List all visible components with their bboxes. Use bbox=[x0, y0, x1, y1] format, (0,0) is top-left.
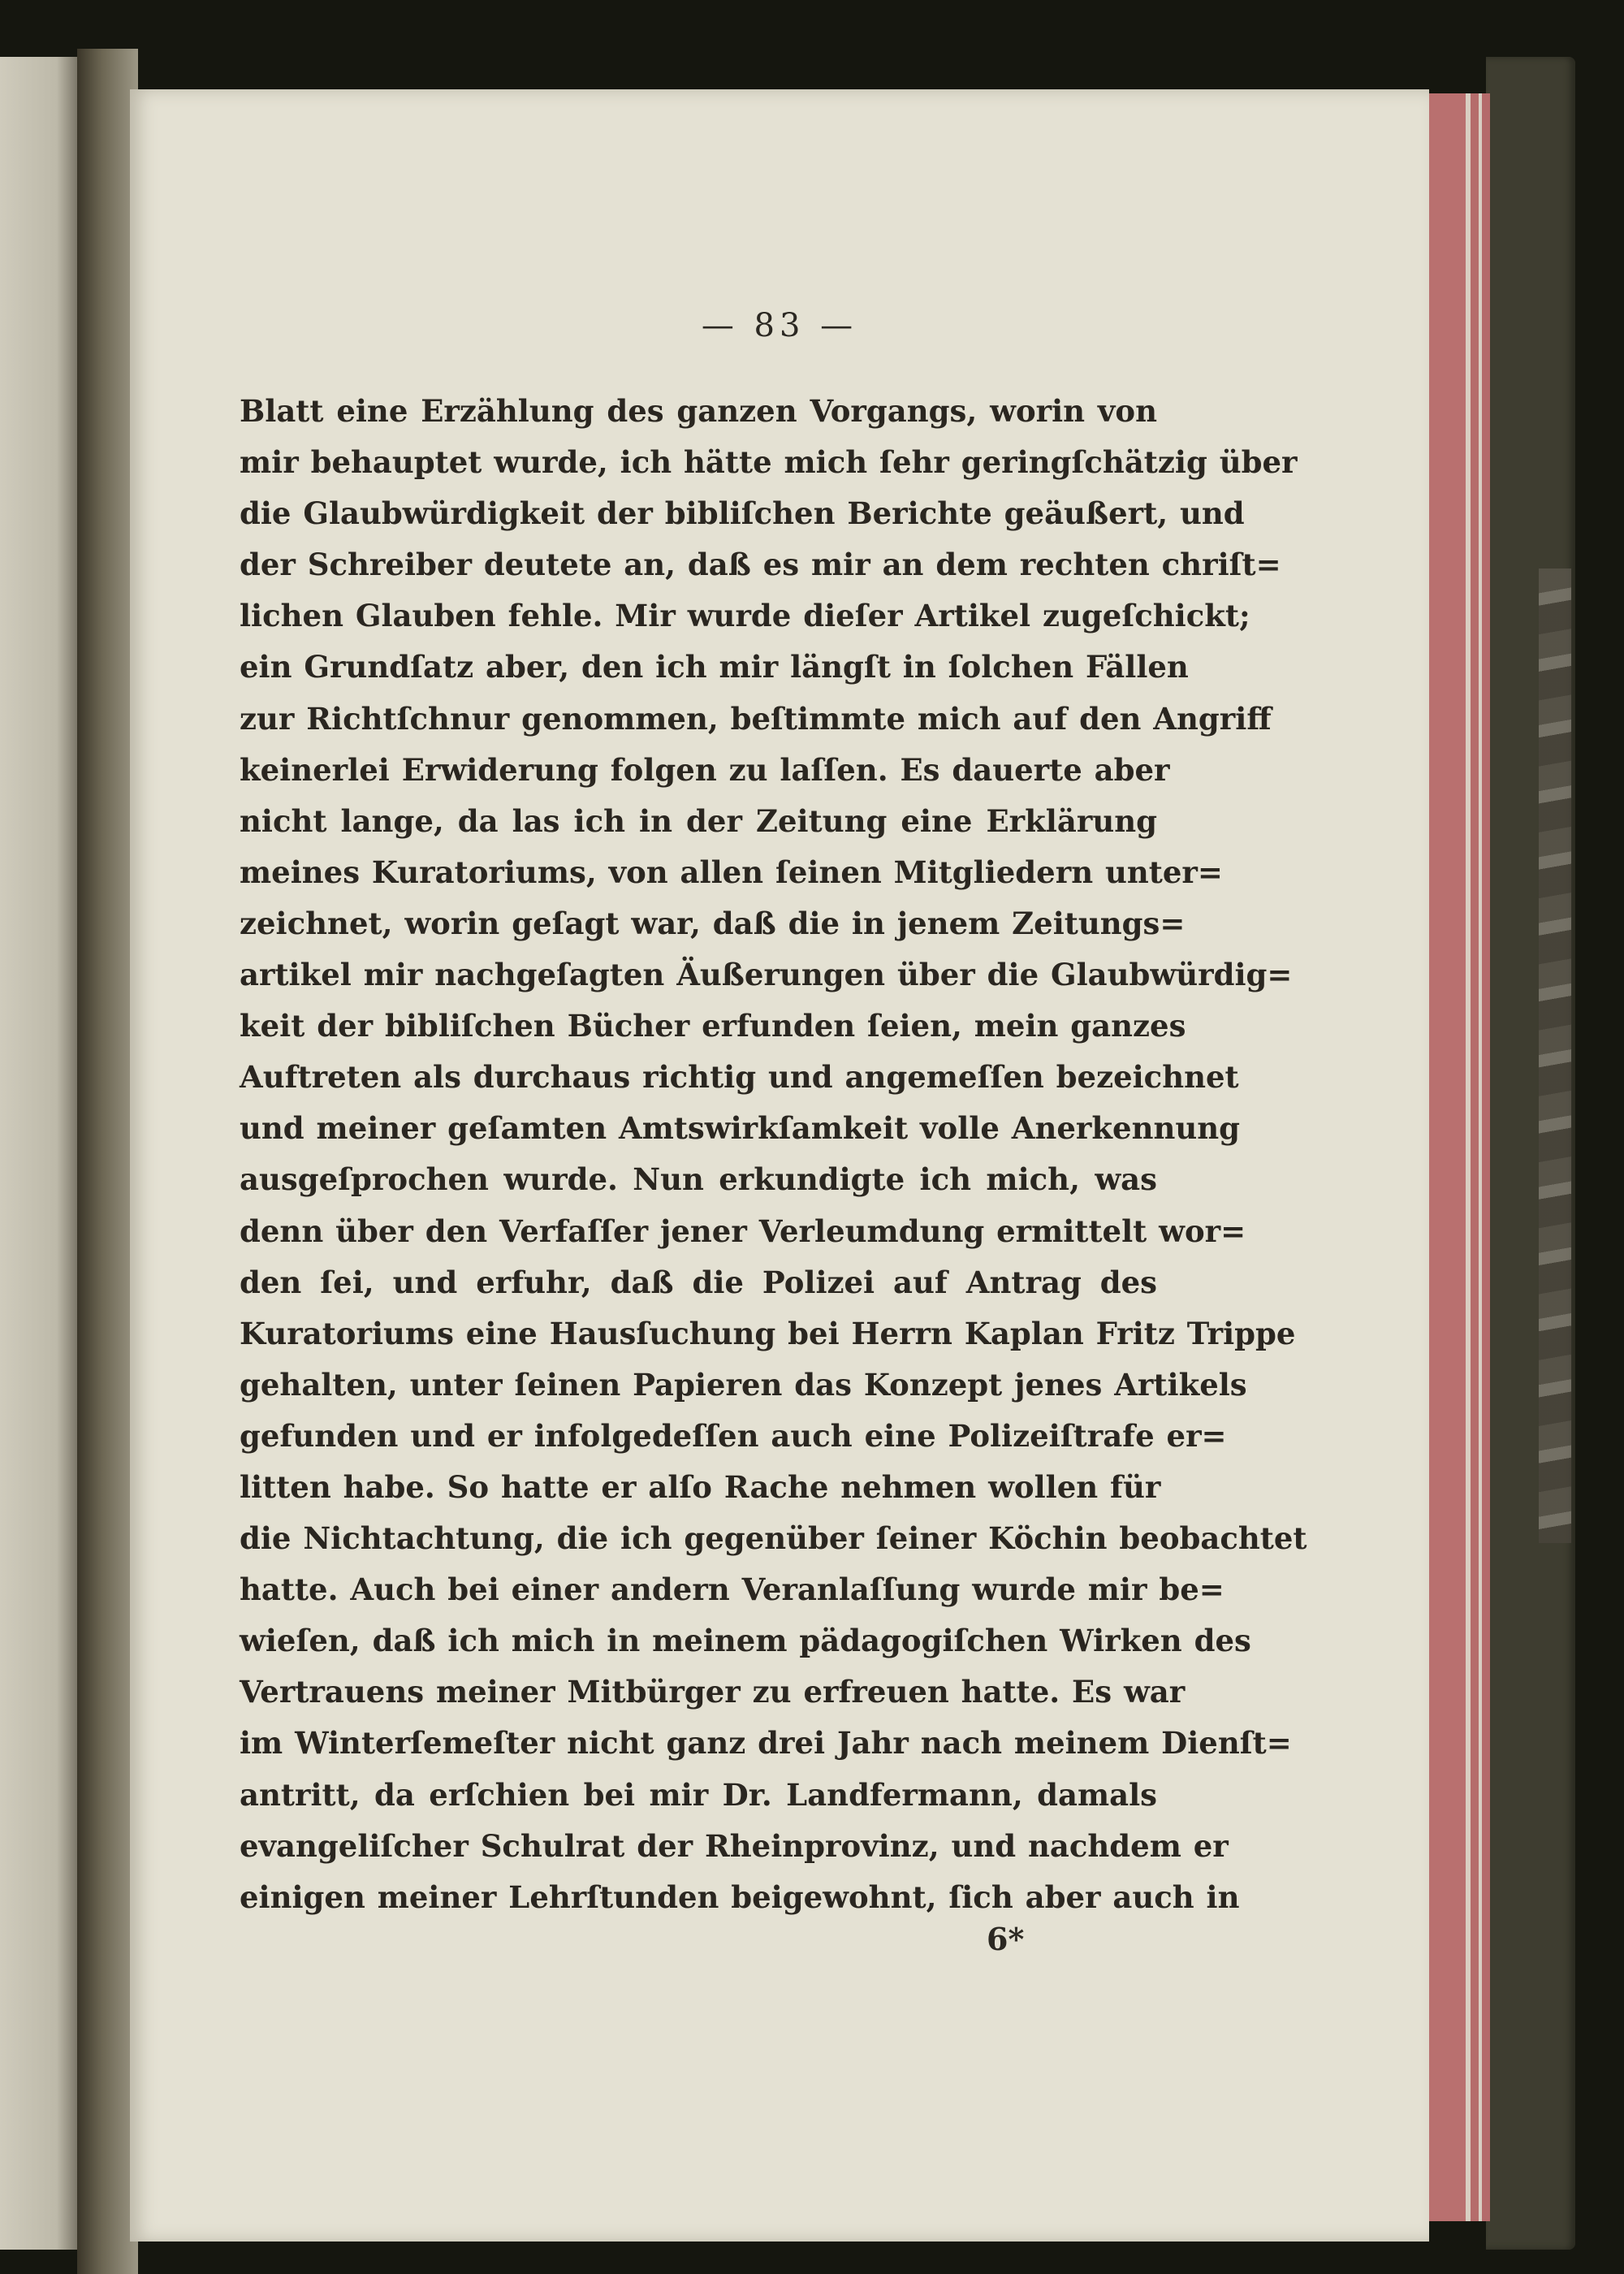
text-line: meines Kuratoriums, von allen ſeinen Mitgliedern unter= bbox=[240, 854, 1223, 890]
left-page-edge bbox=[0, 57, 81, 2250]
text-line: nicht lange, da las ich in der Zeitung eine Erklärung bbox=[240, 802, 1157, 839]
text-line: und meiner geſamten Amtswirkſamkeit volle Anerkennung bbox=[240, 1110, 1241, 1147]
body-text bbox=[240, 386, 1307, 1923]
text-line: lichen Glauben fehle. Mir wurde dieſer Artikel zugeſchickt; bbox=[240, 598, 1250, 634]
text-line: gefunden und er infolgedeſſen auch eine Polizeiſtrafe er= bbox=[240, 1417, 1227, 1454]
text-line: evangeliſcher Schulrat der Rheinprovinz, und nachdem er bbox=[240, 1827, 1229, 1864]
signature-mark: 6* bbox=[987, 1921, 1025, 1957]
text-line: die Glaubwürdigkeit der bibliſchen Berichte geäußert, und bbox=[240, 495, 1245, 532]
text-line: Blatt eine Erzählung des ganzen Vorgangs, worin von bbox=[240, 393, 1157, 429]
text-line: ein Grundſatz aber, den ich mir längſt in ſolchen Fällen bbox=[240, 649, 1189, 685]
text-line: Auftreten als durchaus richtig und angemeſſen bezeichnet bbox=[240, 1059, 1239, 1096]
text-line: denn über den Verfaſſer jener Verleumdung ermittelt wor= bbox=[240, 1213, 1246, 1249]
text-line: der Schreiber deutete an, daß es mir an dem rechten chriſt= bbox=[240, 547, 1281, 583]
text-line: ausgeſprochen wurde. Nun erkundigte ich mich, was bbox=[240, 1161, 1157, 1198]
book-gutter bbox=[77, 49, 138, 2274]
text-line: im Winterſemeſter nicht ganz drei Jahr nach meinem Dienſt= bbox=[240, 1725, 1292, 1762]
text-line: keinerlei Erwiderung folgen zu laſſen. Es dauerte aber bbox=[240, 751, 1170, 788]
text-line: keit der bibliſchen Bücher erfunden ſeien, mein ganzes bbox=[240, 1008, 1186, 1044]
text-line: zeichnet, worin geſagt war, daß die in jenem Zeitungs= bbox=[240, 905, 1186, 941]
text-line: artikel mir nachgeſagten Äußerungen über die Glaubwürdig= bbox=[240, 957, 1293, 993]
text-line: litten habe. So hatte er alſo Rache nehmen wollen für bbox=[240, 1468, 1161, 1505]
red-page-edges bbox=[1425, 93, 1490, 2221]
text-line: wieſen, daß ich mich in meinem pädagogiſchen Wirken des bbox=[240, 1623, 1251, 1659]
text-line: hatte. Auch bei einer andern Veranlaſſung wurde mir be= bbox=[240, 1571, 1224, 1608]
text-line: Vertrauens meiner Mitbürger zu erfreuen hatte. Es war bbox=[240, 1674, 1186, 1710]
page-number-header: — 83 — bbox=[701, 307, 858, 344]
marbled-endpaper bbox=[1539, 568, 1571, 1543]
text-line: den ſei, und erfuhr, daß die Polizei auf Antrag des bbox=[240, 1264, 1157, 1300]
text-line: einigen meiner Lehrſtunden beigewohnt, ſich aber auch in bbox=[240, 1878, 1240, 1915]
text-line: Kuratoriums eine Hausſuchung bei Herrn Kaplan Fritz Trippe bbox=[240, 1315, 1296, 1351]
book-page bbox=[130, 89, 1429, 2242]
text-line: zur Richtſchnur genommen, beſtimmte mich auf den Angriff bbox=[240, 700, 1272, 737]
text-line: mir behauptet wurde, ich hätte mich ſehr geringſchätzig über bbox=[240, 444, 1298, 481]
text-line: die Nichtachtung, die ich gegenüber ſeiner Köchin beobachtet bbox=[240, 1520, 1307, 1557]
text-line: gehalten, unter ſeinen Papieren das Konzept jenes Artikels bbox=[240, 1366, 1247, 1403]
text-line: antritt, da erſchien bei mir Dr. Landfermann, damals bbox=[240, 1776, 1157, 1813]
